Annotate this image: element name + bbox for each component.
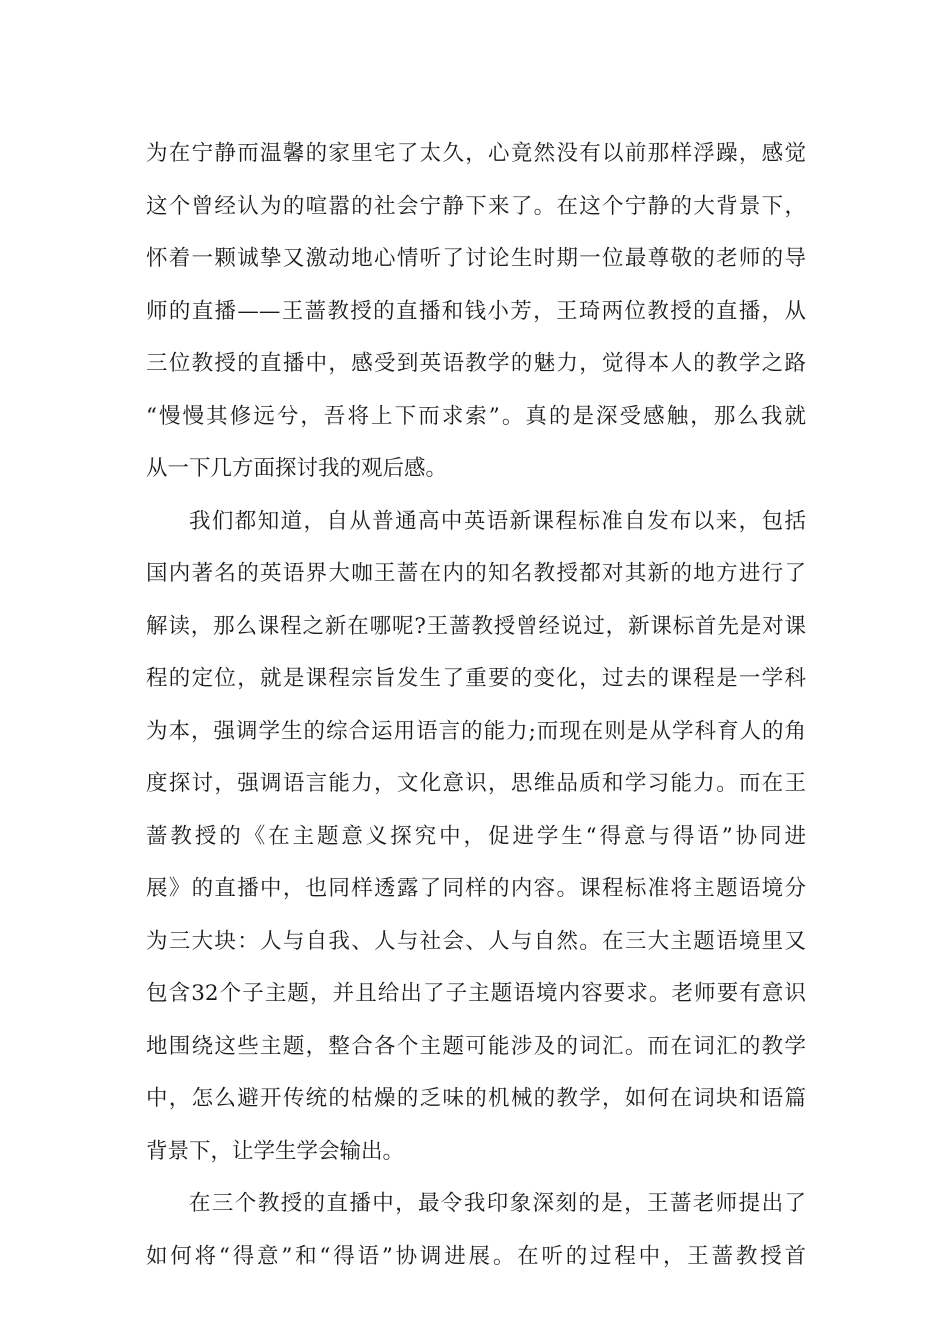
text-line: “慢慢其修远兮，吾将上下而求索”。真的是深受感触，那么我就	[146, 403, 806, 429]
text-line: 地围绕这些主题，整合各个主题可能涉及的词汇。而在词汇的教学	[146, 1033, 806, 1059]
text-line: 三位教授的直播中，感受到英语教学的魅力，觉得本人的教学之路	[146, 351, 806, 376]
text-line: 我们都知道，自从普通高中英语新课程标准自发布以来，包括	[189, 508, 806, 534]
text-line: 展》的直播中，也同样透露了同样的内容。课程标准将主题语境分	[146, 876, 806, 901]
text-line: 背景下，让学生学会输出。	[146, 1138, 405, 1164]
text-line: 为本，强调学生的综合运用语言的能力;而现在则是从学科育人的角	[146, 718, 806, 744]
text-line: 中，怎么避开传统的枯燥的乏味的机械的教学，如何在词块和语篇	[146, 1086, 806, 1111]
text-line: 如何将“得意”和“得语”协调进展。在听的过程中，王蔷教授首	[146, 1243, 806, 1269]
text-line: 从一下几方面探讨我的观后感。	[146, 456, 448, 481]
paragraph-1	[146, 128, 806, 496]
text-line: 这个曾经认为的喧嚣的社会宁静下来了。在这个宁静的大背景下，	[146, 193, 806, 219]
text-line: 解读，那么课程之新在哪呢?王蔷教授曾经说过，新课标首先是对课	[146, 613, 806, 639]
text-line: 程的定位，就是课程宗旨发生了重要的变化，过去的课程是一学科	[146, 666, 806, 691]
text-line: 国内著名的英语界大咖王蔷在内的知名教授都对其新的地方进行了	[146, 561, 806, 586]
text-line: 为三大块：人与自我、人与社会、人与自然。在三大主题语境里又	[146, 928, 806, 954]
paragraph-2	[146, 496, 806, 1179]
text-line: 在三个教授的直播中，最令我印象深刻的是，王蔷老师提出了	[189, 1191, 806, 1216]
text-line: 为在宁静而温馨的家里宅了太久，心竟然没有以前那样浮躁，感觉	[146, 141, 806, 166]
text-line: 包含32个子主题，并且给出了子主题语境内容要求。老师要有意识	[146, 981, 806, 1006]
text-line: 怀着一颗诚挚又激动地心情听了讨论生时期一位最尊敬的老师的导	[146, 246, 806, 271]
text-line: 度探讨，强调语言能力，文化意识，思维品质和学习能力。而在王	[146, 771, 806, 796]
text-line: 蔷教授的《在主题意义探究中，促进学生“得意与得语”协同进	[146, 823, 806, 849]
paragraph-3	[146, 1178, 806, 1283]
text-line: 师的直播——王蔷教授的直播和钱小芳，王琦两位教授的直播，从	[146, 298, 806, 324]
document-body	[146, 128, 806, 1283]
